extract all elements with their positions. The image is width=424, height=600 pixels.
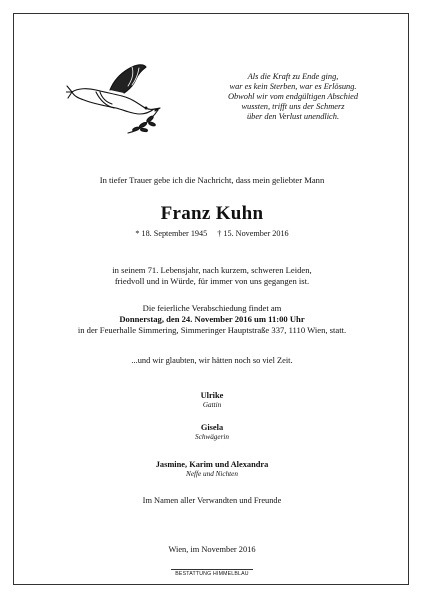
passing-line: friedvoll und in Würde, für immer von uns gegangen ist. (114, 276, 310, 286)
mourner-name: Ulrike (200, 391, 224, 400)
announcement-text: In tiefer Trauer gebe ich die Nachricht, dass mein geliebter Mann (99, 175, 325, 185)
poem-line: wussten, trifft uns der Schmerz (241, 102, 345, 111)
death-date: † 15. November 2016 (217, 229, 289, 238)
mourner-name: Jasmine, Karim und Alexandra (155, 460, 269, 469)
poem-line: Obwohl wir vom endgültigen Abschied (227, 92, 359, 101)
dove-icon (66, 62, 170, 134)
birth-date: * 18. September 1945 (135, 229, 208, 238)
mourner-relation: Neffe und Nichten (186, 470, 238, 478)
funeral-home-footer (0, 571, 424, 577)
mourner-name: Gisela (200, 423, 224, 432)
passing-line: in seinem 71. Lebensjahr, nach kurzem, schweren Leiden, (112, 265, 312, 275)
ceremony-location: in der Feuerhalle Simmering, Simmeringer Hauptstraße 337, 1110 Wien, statt. (77, 325, 347, 335)
place-and-date: Wien, im November 2016 (168, 545, 256, 554)
poem-line: Als die Kraft zu Ende ging, (247, 72, 339, 81)
ceremony-intro: Die feierliche Verabschiedung findet am (142, 303, 282, 313)
poem-verse (210, 72, 376, 122)
ceremony-paragraph (0, 303, 424, 336)
poem-line: über den Verlust unendlich. (246, 112, 340, 121)
life-dates (0, 229, 424, 238)
ceremony-datetime: Donnerstag, den 24. November 2016 um 11:00 Uhr (119, 314, 305, 324)
memorial-quote: ...und wir glaubten, wir hätten noch so viel Zeit. (131, 356, 293, 365)
mourner-relation: Schwägerin (195, 433, 229, 441)
closing-text: Im Namen aller Verwandten und Freunde (142, 496, 282, 505)
passing-paragraph (0, 265, 424, 287)
poem-line: war es kein Sterben, war es Erlösung. (229, 82, 357, 91)
funeral-home-name: BESTATTUNG HIMMELBLAU (171, 569, 252, 577)
mourner-relation: Gattin (202, 401, 222, 409)
deceased-name: Franz Kuhn (160, 203, 264, 224)
